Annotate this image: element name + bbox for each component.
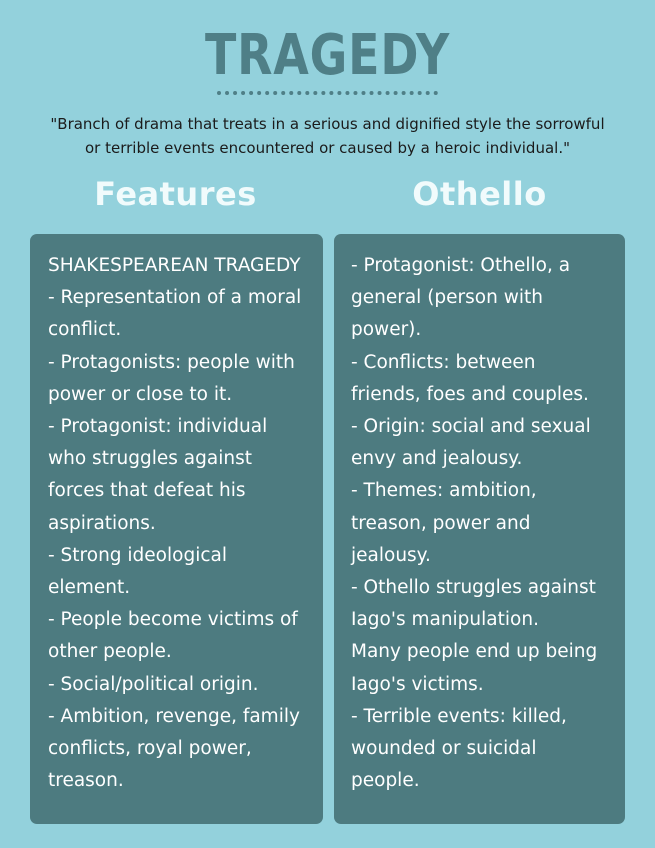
othello-line: - Othello struggles against xyxy=(351,577,596,599)
othello-line: power). xyxy=(351,319,422,341)
features-line: conflict. xyxy=(48,319,122,341)
features-line: - Social/political origin. xyxy=(48,673,259,695)
othello-line: friends, foes and couples. xyxy=(351,383,589,405)
othello-line: wounded or suicidal xyxy=(351,738,537,760)
features-line: - Representation of a moral xyxy=(48,287,302,309)
dotted-divider xyxy=(217,91,438,95)
features-line: SHAKESPEAREAN TRAGEDY xyxy=(48,255,301,276)
features-heading: Features xyxy=(94,175,257,213)
othello-line: - Terrible events: killed, xyxy=(351,705,567,727)
page-title: TRAGEDY xyxy=(204,23,451,88)
othello-line: - Conflicts: between xyxy=(351,351,536,373)
features-line: element. xyxy=(48,577,131,599)
features-line: - Protagonists: people with xyxy=(48,351,295,373)
features-line: who struggles against xyxy=(48,448,252,470)
othello-line: Iago's manipulation. xyxy=(351,609,539,631)
features-line: - Strong ideological xyxy=(48,544,227,566)
features-line: power or close to it. xyxy=(48,383,233,405)
features-line: - People become victims of xyxy=(48,609,298,631)
features-line: forces that defeat his xyxy=(48,480,246,502)
features-line: - Ambition, revenge, family xyxy=(48,705,300,727)
features-line: - Protagonist: individual xyxy=(48,416,268,438)
othello-line: treason, power and xyxy=(351,512,531,534)
othello-line: jealousy. xyxy=(351,544,431,566)
othello-line: - Origin: social and sexual xyxy=(351,416,591,438)
features-panel xyxy=(30,234,323,824)
othello-line: people. xyxy=(351,770,420,792)
definition-line: "Branch of drama that treats in a serious and dignified style the sorrowful xyxy=(50,115,605,133)
othello-line: Iago's victims. xyxy=(351,673,484,695)
othello-line: general (person with xyxy=(351,287,543,309)
othello-panel xyxy=(334,234,625,824)
othello-line: - Themes: ambition, xyxy=(351,480,537,502)
features-line: treason. xyxy=(48,770,124,792)
features-line: other people. xyxy=(48,641,172,663)
features-line: aspirations. xyxy=(48,512,156,534)
features-line: conflicts, royal power, xyxy=(48,738,252,760)
othello-line: - Protagonist: Othello, a xyxy=(351,255,571,276)
othello-heading: Othello xyxy=(412,175,547,213)
othello-line: Many people end up being xyxy=(351,641,598,663)
definition-line: or terrible events encountered or caused by a heroic individual." xyxy=(84,139,570,157)
othello-line: envy and jealousy. xyxy=(351,448,523,470)
definition-quote xyxy=(40,112,615,160)
